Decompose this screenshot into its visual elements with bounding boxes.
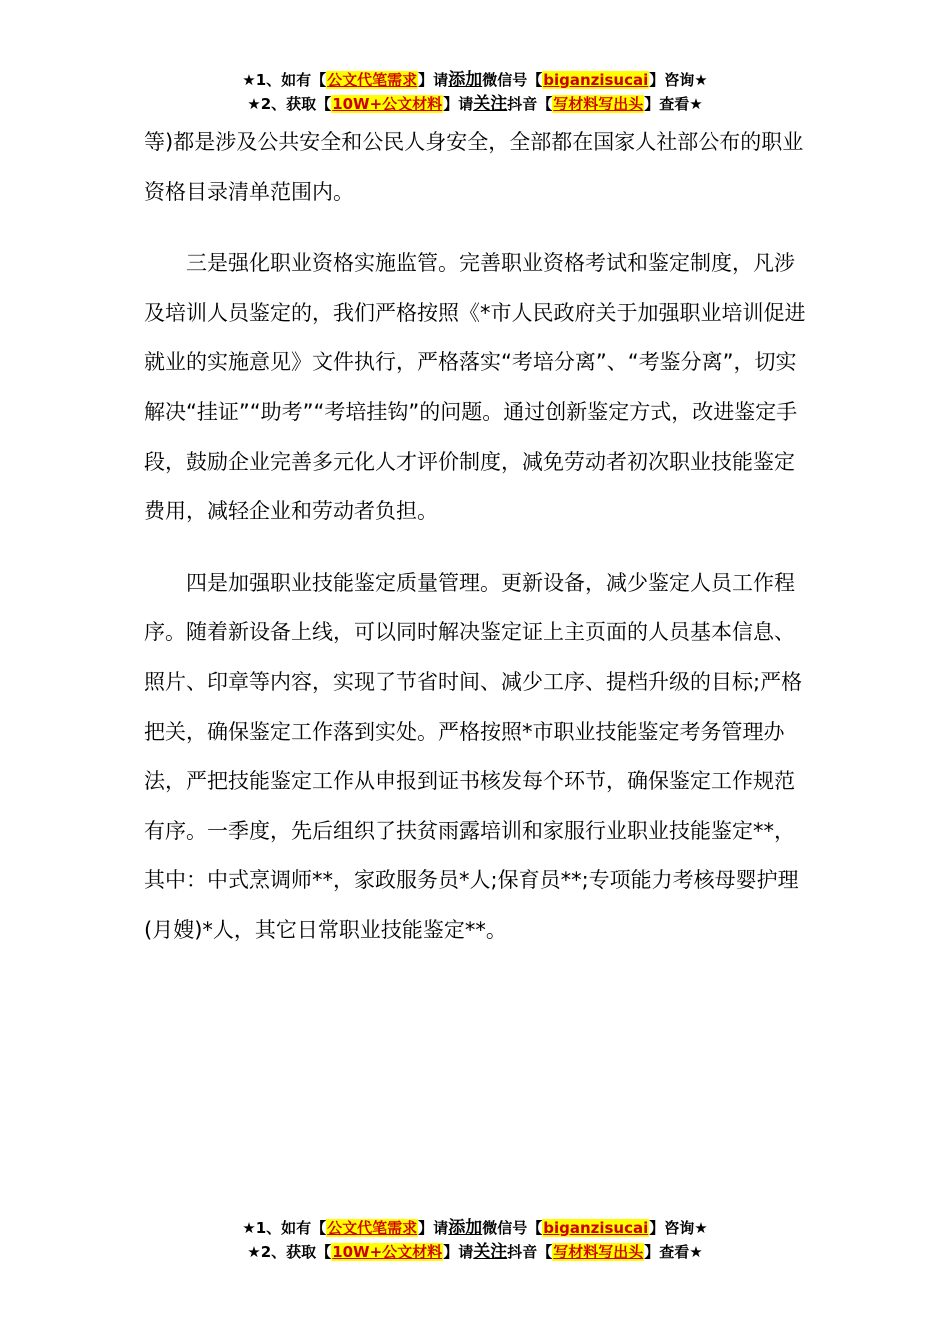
banner-highlight-materials: 10W+公文材料 <box>332 95 443 113</box>
banner-highlight-douyin-account: 写材料写出头 <box>553 1243 644 1261</box>
banner-highlight-service: 公文代笔需求 <box>327 71 418 89</box>
banner-text: 抖音【 <box>507 95 553 113</box>
banner-text: 微信号【 <box>482 71 543 89</box>
banner-emphasis: 添加 <box>448 70 483 90</box>
banner-text: 抖音【 <box>507 1243 553 1261</box>
banner-text: ★1、如有【 <box>242 71 327 89</box>
footer-banner-line-1 <box>0 1216 950 1240</box>
banner-text: 】咨询★ <box>649 1219 708 1237</box>
banner-text: 】请 <box>443 95 474 113</box>
banner-text: 】请 <box>418 1219 449 1237</box>
banner-emphasis: 关注 <box>473 94 508 114</box>
banner-highlight-materials: 10W+公文材料 <box>332 1243 443 1261</box>
banner-highlight-douyin-account: 写材料写出头 <box>553 95 644 113</box>
body-paragraph-2: 三是强化职业资格实施监管。完善职业资格考试和鉴定制度，凡涉及培训人员鉴定的，我们严格按照《*市人民政府关于加强职业培训促进就业的实施意见》文件执行，严格落实“考培分离”、“考鉴分离”，切实解决“挂证”“助考”“考培挂钩”的问题。通过创新鉴定方式，改进鉴定手段，鼓励企业完善多元化人才评价制度，减免劳动者初次职业技能鉴定费用，减轻企业和劳动者负担。 <box>144 251 806 524</box>
banner-emphasis: 关注 <box>473 1242 508 1262</box>
body-paragraph-1: 等)都是涉及公共安全和公民人身安全，全部都在国家人社部公布的职业资格目录清单范围内。 <box>144 130 804 204</box>
banner-text: 】请 <box>418 71 449 89</box>
document-body <box>144 118 808 956</box>
banner-highlight-service: 公文代笔需求 <box>327 1219 418 1237</box>
banner-text: 】查看★ <box>644 1243 703 1261</box>
banner-text: 微信号【 <box>482 1219 543 1237</box>
body-paragraph-3: 四是加强职业技能鉴定质量管理。更新设备，减少鉴定人员工作程序。随着新设备上线，可以同时解决鉴定证上主页面的人员基本信息、照片、印章等内容，实现了节省时间、减少工序、提档升级的目标;严格把关，确保鉴定工作落到实处。严格按照*市职业技能鉴定考务管理办法，严把技能鉴定工作从申报到证书核发每个环节，确保鉴定工作规范有序。一季度，先后组织了扶贫雨露培训和家服行业职业技能鉴定**，其中：中式烹调师**，家政服务员*人;保育员**;专项能力考核母婴护理(月嫂)*人，其它日常职业技能鉴定**。 <box>144 570 803 942</box>
banner-highlight-wechat-id: biganzisucai <box>543 71 649 89</box>
paragraph-gap <box>144 217 808 239</box>
banner-text: ★2、获取【 <box>247 95 332 113</box>
banner-text: ★2、获取【 <box>247 1243 332 1261</box>
banner-highlight-wechat-id: biganzisucai <box>543 1219 649 1237</box>
banner-emphasis: 添加 <box>448 1218 483 1238</box>
header-banner-line-1 <box>0 68 950 92</box>
footer-banner <box>0 1216 950 1264</box>
banner-text: 】请 <box>443 1243 474 1261</box>
footer-banner-line-2 <box>0 1240 950 1264</box>
paragraph-gap <box>144 537 808 559</box>
banner-text: 】查看★ <box>644 95 703 113</box>
banner-text: ★1、如有【 <box>242 1219 327 1237</box>
header-banner-line-2 <box>0 92 950 116</box>
header-banner <box>0 68 950 116</box>
banner-text: 】咨询★ <box>649 71 708 89</box>
